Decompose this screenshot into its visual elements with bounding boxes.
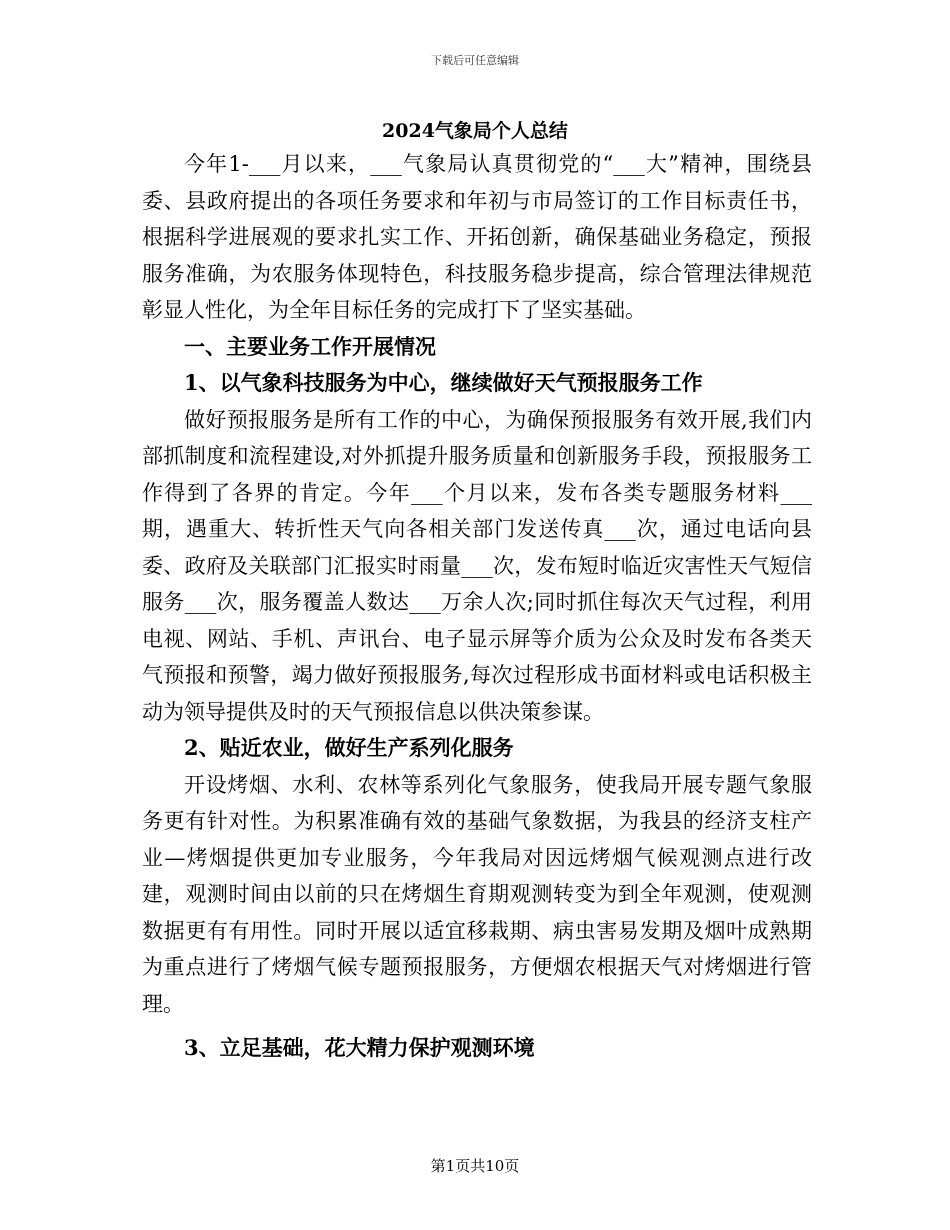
header-note: 下载后可任意编辑 [431, 54, 519, 67]
intro-paragraph: 今年1-___月以来，___气象局认真贯彻党的“___大”精神，围绕县委、县政府提出的各项任务要求和年初与市局签订的工作目标责任书，根据科学进展观的要求扎实工作、开拓创新，确保基础业务稳定，预报服务准确，为农服务体现特色，科技服务稳步提高，综合管理法律规范彰显人性化，为全年目标任务的完成打下了坚实基础。 [142, 152, 812, 322]
paragraph-agriculture-service: 开设烤烟、水利、农林等系列化气象服务，使我局开展专题气象服务更有针对性。为积累准确有效的基础气象数据，为我县的经济支柱产业—烤烟提供更加专业服务，今年我局对因远烤烟气候观测点进行改建，观测时间由以前的只在烤烟生育期观测转变为到全年观测，使观测数据更有有用性。同时开展以适宜移栽期、病虫害易发期及烟叶成熟期为重点进行了烤烟气候专题预报服务，方便烟农根据天气对烤烟进行管理。 [142, 772, 812, 1016]
subsection-heading-1: 1、以气象科技服务为中心，继续做好天气预报服务工作 [184, 370, 703, 395]
page-number: 第1页共10页 [430, 1157, 520, 1175]
subsection-heading-2: 2、贴近农业，做好生产系列化服务 [184, 735, 514, 760]
paragraph-forecast-service: 做好预报服务是所有工作的中心，为确保预报服务有效开展,我们内部抓制度和流程建设,对外抓提升服务质量和创新服务手段，预报服务工作得到了各界的肯定。今年___个月以来，发布各类专题服务材料___期，遇重大、转折性天气向各相关部门发送传真___次，通过电话向县委、政府及关联部门汇报实时雨量___次，发布短时临近灾害性天气短信服务___次，服务覆盖人数达___万余人次;同时抓住每次天气过程，利用电视、网站、手机、声讯台、电子显示屏等介质为公众及时发布各类天气预报和预警，竭力做好预报服务,每次过程形成书面材料或电话积极主动为领导提供及时的天气预报信息以供决策参谋。 [142, 407, 812, 724]
document-title: 2024气象局个人总结 [382, 120, 568, 142]
subsection-heading-3: 3、立足基础，花大精力保护观测环境 [184, 1035, 535, 1060]
document-body [142, 146, 812, 1067]
section-heading: 一、主要业务工作开展情况 [184, 333, 436, 359]
